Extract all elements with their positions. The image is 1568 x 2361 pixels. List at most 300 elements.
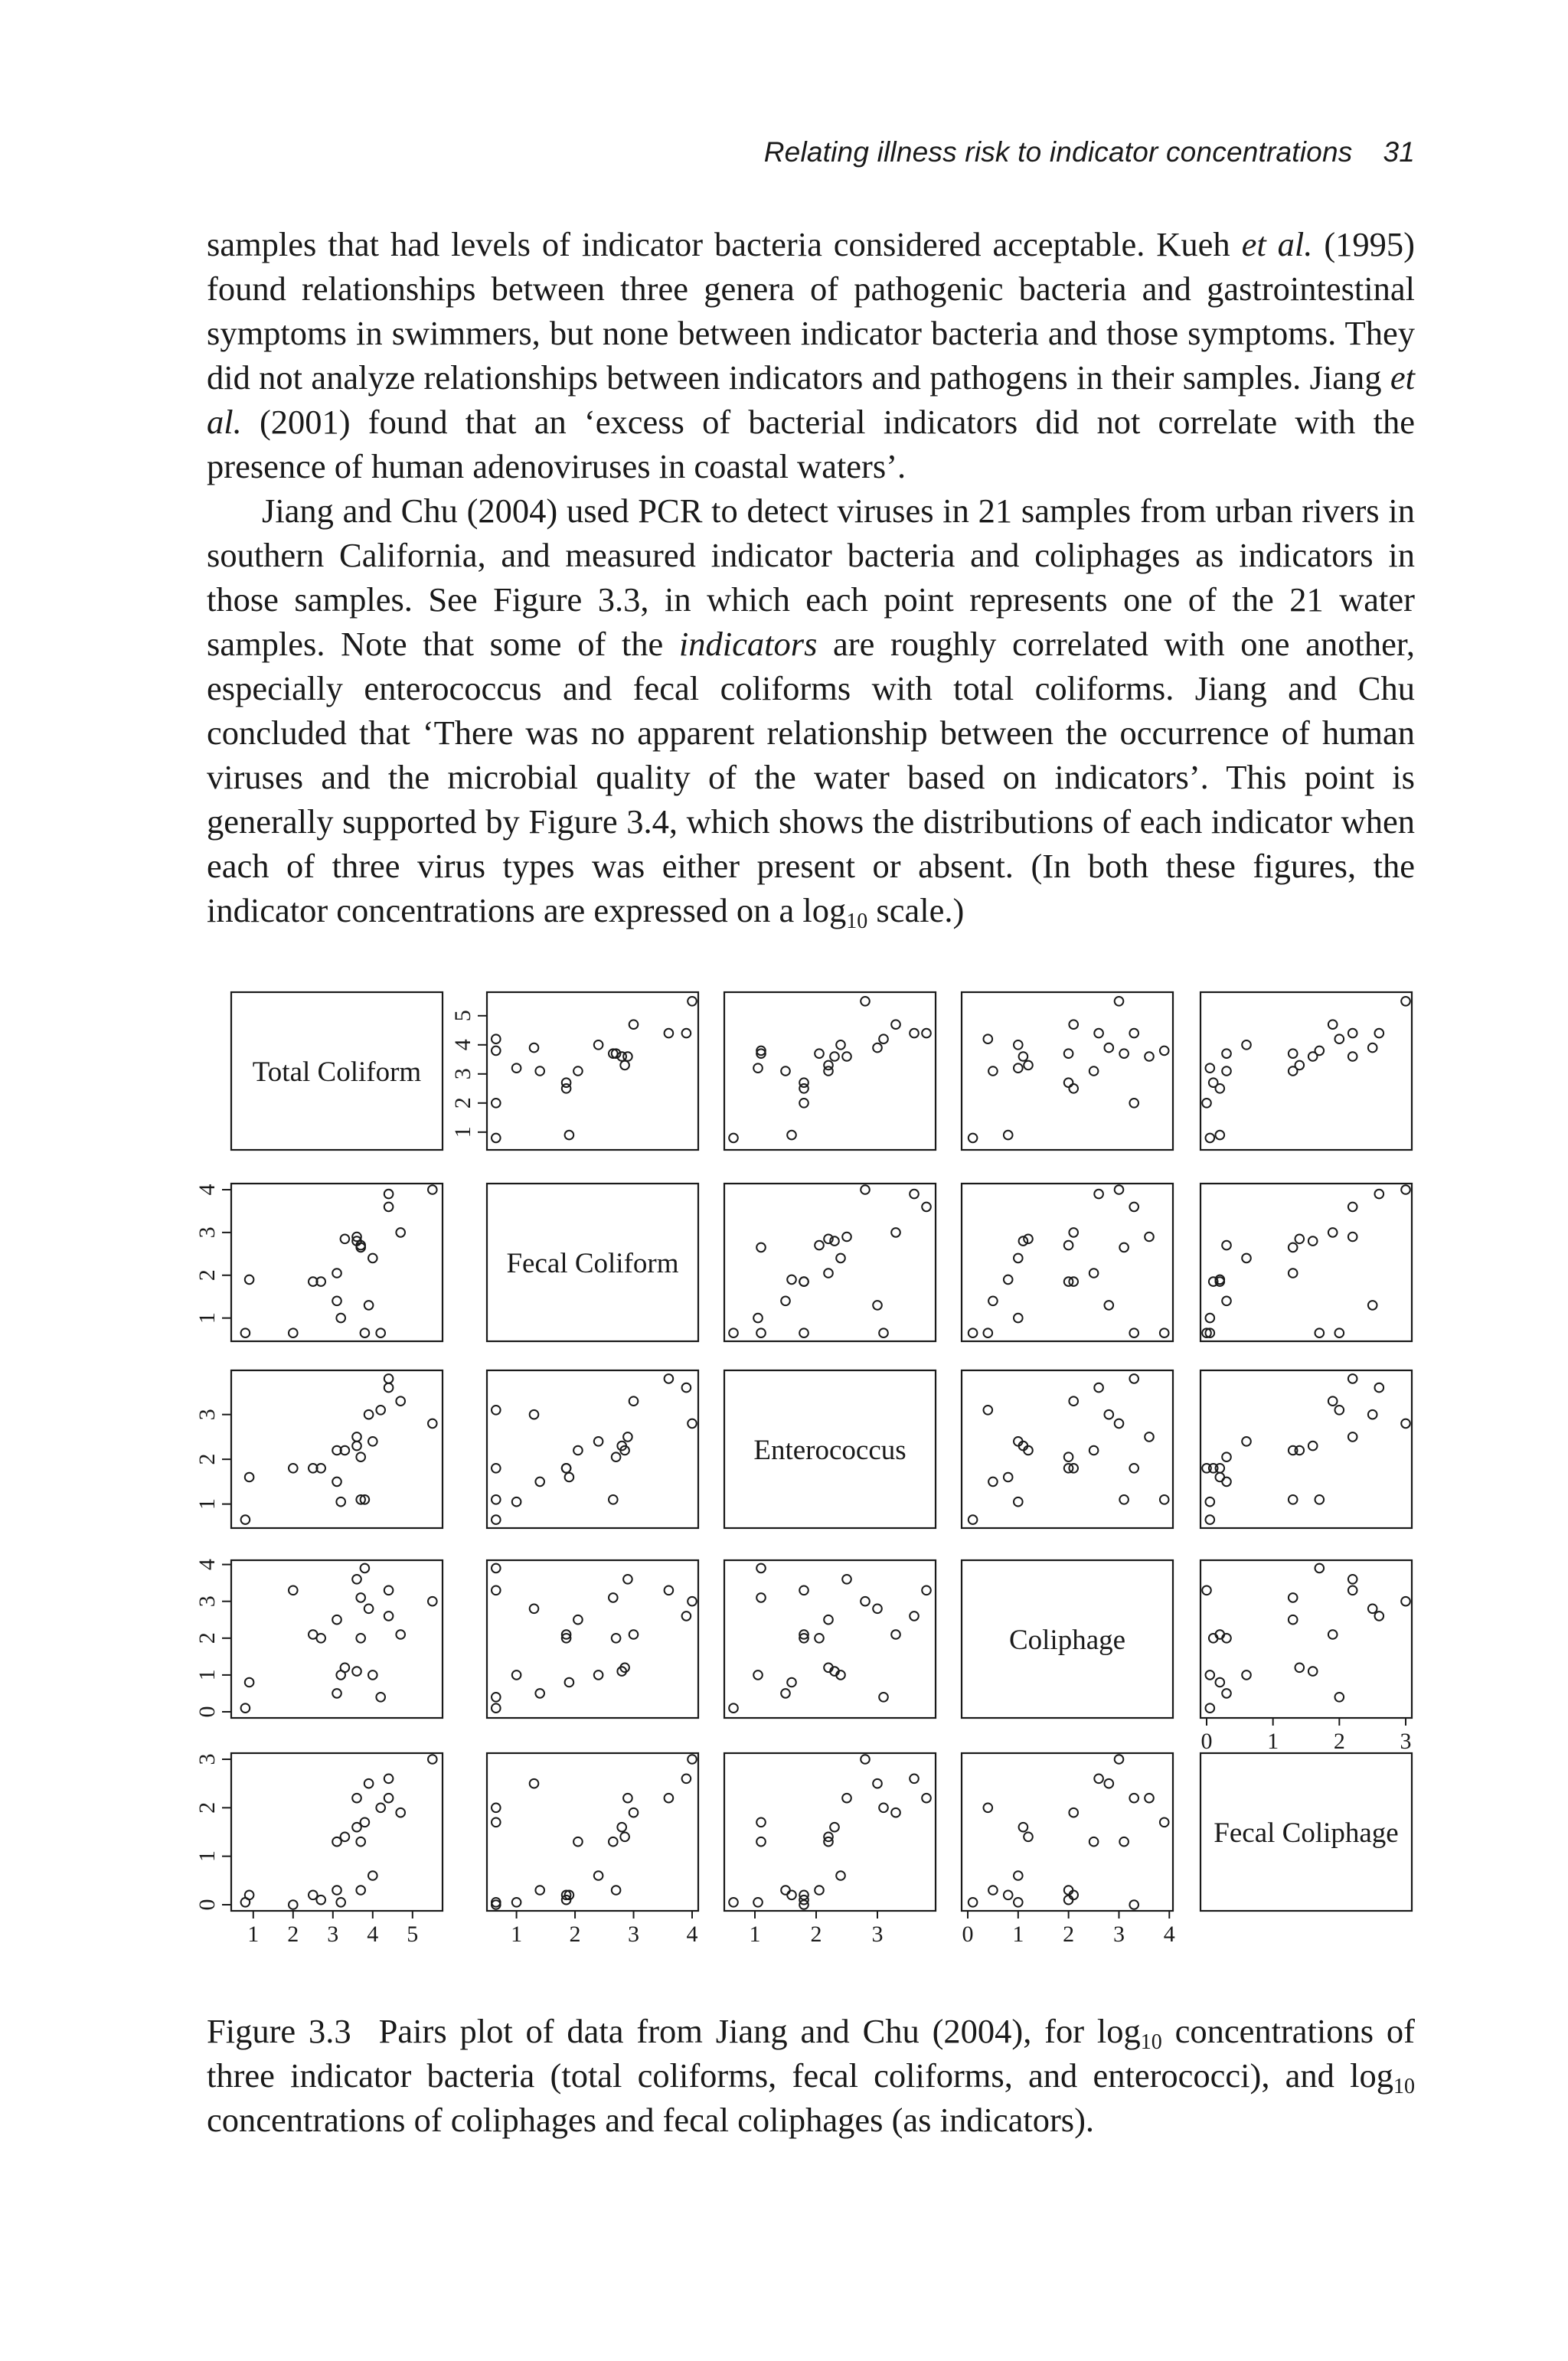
data-point-r0-c2-10 [830,1052,839,1061]
data-point-r0-c3-12 [1064,1049,1073,1058]
data-point-r4-c0-6 [332,1886,341,1895]
data-point-r1-c2-0 [729,1328,738,1337]
data-point-r1-c0-6 [332,1297,341,1306]
data-point-r1-c4-16 [1348,1203,1357,1212]
data-point-r0-c3-14 [1014,1040,1023,1050]
x-tick-label-c0-1: 1 [247,1922,260,1947]
data-point-r3-c2-1 [787,1678,796,1687]
data-point-r2-c4-14 [1242,1437,1251,1446]
data-point-r1-c0-14 [368,1254,377,1263]
y-tick-label-r2-3: 3 [194,1409,220,1421]
data-point-r0-c2-0 [729,1134,738,1143]
data-point-r1-c4-15 [1375,1190,1384,1199]
data-point-r0-c3-11 [1119,1049,1129,1058]
data-point-r2-c1-5 [573,1446,583,1455]
data-point-r0-c3-8 [1024,1061,1033,1070]
data-point-r1-c2-6 [781,1297,790,1306]
panel-frame-r3-c0 [231,1560,443,1718]
variable-label-coliphage: Coliphage [1008,1625,1126,1656]
data-point-r3-c4-19 [1335,1693,1344,1702]
data-point-r3-c0-5 [332,1615,341,1625]
data-point-r2-c0-17 [396,1396,405,1406]
y-tick-label-r4-1: 1 [194,1850,220,1863]
data-point-r0-c1-16 [665,1029,674,1038]
data-point-r3-c4-16 [1348,1586,1357,1595]
data-point-r2-c1-1 [565,1473,574,1482]
data-point-r2-c0-18 [428,1419,437,1429]
data-point-r0-c2-1 [787,1131,796,1140]
data-point-r0-c1-19 [492,1034,501,1043]
data-point-r2-c3-13 [1160,1495,1169,1504]
data-point-r2-c0-16 [384,1374,394,1383]
panel-frame-r3-c4 [1200,1560,1412,1718]
x-tick-label-c3-2: 2 [1063,1922,1075,1947]
data-point-r2-c0-6 [332,1478,341,1487]
data-point-r2-c3-20 [1105,1410,1114,1419]
data-point-r4-c1-5 [573,1837,583,1847]
data-point-r1-c0-2 [289,1328,298,1337]
data-point-r2-c1-0 [492,1515,501,1524]
data-point-r4-c3-8 [1024,1833,1033,1842]
data-point-r0-c2-9 [842,1052,851,1061]
data-point-r0-c2-16 [922,1029,931,1038]
data-point-r3-c2-19 [879,1693,888,1702]
data-point-r0-c3-15 [1094,1029,1103,1038]
panel-frame-r1-c4 [1200,1184,1412,1341]
data-point-r0-c1-17 [629,1020,639,1029]
caption-subscript-1: 10 [1140,2030,1162,2054]
data-point-r0-c2-17 [891,1020,900,1029]
data-point-r3-c4-13 [1315,1564,1325,1573]
data-point-r2-c1-9 [623,1432,632,1442]
data-point-r4-c3-16 [1129,1794,1138,1803]
data-point-r3-c1-14 [594,1670,603,1680]
data-point-r1-c0-0 [241,1328,250,1337]
data-point-r4-c0-4 [316,1896,325,1905]
data-point-r0-c4-20 [1368,1043,1377,1053]
data-point-r0-c3-9 [1145,1052,1154,1061]
data-point-r4-c3-18 [1115,1755,1124,1764]
y-tick-label-r2-2: 2 [194,1453,220,1465]
data-point-r4-c3-20 [1105,1779,1114,1788]
data-point-r3-c4-7 [1206,1670,1215,1680]
data-point-r1-c2-9 [842,1233,851,1242]
data-point-r4-c2-6 [781,1886,790,1895]
x-tick-label-c0-5: 5 [407,1922,419,1947]
data-point-r3-c1-0 [492,1703,501,1713]
y-tick-label-r3-4: 4 [194,1559,220,1571]
data-point-r4-c2-17 [891,1808,900,1817]
data-point-r4-c3-15 [1094,1775,1103,1784]
data-point-r2-c3-9 [1145,1432,1154,1442]
data-point-r0-c1-8 [620,1061,629,1070]
x-tick-label-c2-1: 1 [749,1922,761,1947]
data-point-r2-c0-9 [352,1432,361,1442]
paragraph-1 [207,222,1415,488]
data-point-r3-c2-6 [781,1689,790,1698]
data-point-r2-c3-18 [1115,1419,1124,1429]
data-point-r3-c1-9 [623,1575,632,1584]
data-point-r3-c2-13 [756,1564,766,1573]
data-point-r1-c3-6 [988,1297,998,1306]
data-point-r4-c1-11 [609,1837,618,1847]
data-point-r1-c2-2 [799,1328,808,1337]
data-point-r3-c1-11 [609,1593,618,1602]
data-point-r2-c3-6 [988,1478,998,1487]
data-point-r3-c2-9 [842,1575,851,1584]
data-point-r3-c2-2 [799,1586,808,1595]
x-tick-label-c0-2: 2 [287,1922,299,1947]
data-point-r4-c1-8 [620,1833,629,1842]
data-point-r4-c3-7 [1014,1898,1023,1907]
x-tick-label-c3-0: 0 [962,1922,974,1947]
data-point-r0-c3-13 [1160,1047,1169,1056]
data-point-r4-c3-4 [1064,1896,1073,1905]
data-point-r3-c1-19 [492,1693,501,1702]
data-point-r1-c3-20 [1105,1301,1114,1310]
x-tick-label-c0-4: 4 [367,1922,379,1947]
data-point-r2-c4-9 [1348,1432,1357,1442]
data-point-r4-c1-9 [623,1794,632,1803]
data-point-r0-c3-3 [1069,1084,1078,1093]
data-point-r4-c3-1 [1004,1891,1013,1900]
data-point-r2-c1-6 [535,1478,544,1487]
data-point-r4-c1-18 [688,1755,697,1764]
x-tick-label-c1-3: 3 [628,1922,640,1947]
data-point-r0-c4-11 [1289,1049,1298,1058]
data-point-r0-c3-19 [984,1034,993,1043]
paragraph-2-italic-1: indicators [678,625,818,663]
data-point-r3-c0-11 [356,1593,365,1602]
data-point-r0-c4-14 [1242,1040,1251,1050]
data-point-r2-c1-19 [492,1406,501,1415]
data-point-r3-c0-15 [384,1612,394,1621]
caption-text-1: Pairs plot of data from Jiang and Chu (2004), for log [378,2012,1141,2050]
data-point-r0-c1-13 [492,1047,501,1056]
page-number: 31 [1383,136,1415,168]
data-point-r1-c4-20 [1368,1301,1377,1310]
data-point-r0-c4-15 [1375,1029,1384,1038]
data-point-r3-c1-12 [612,1634,621,1643]
data-point-r0-c1-18 [688,997,697,1006]
data-point-r0-c3-18 [1115,997,1124,1006]
paragraph-1-text-3: (2001) found that an ‘excess of bacterial indicators did not correlate with the presence of human adenoviruses in coastal waters’. [207,403,1415,485]
figure-caption [207,2009,1415,2142]
data-point-r3-c4-9 [1348,1575,1357,1584]
data-point-r2-c4-15 [1375,1383,1384,1393]
data-point-r3-c4-14 [1242,1670,1251,1680]
data-point-r1-c3-2 [1129,1328,1138,1337]
data-point-r2-c3-11 [1119,1495,1129,1504]
data-point-r2-c3-2 [1129,1464,1138,1473]
data-point-r0-c4-2 [1202,1099,1211,1108]
data-point-r0-c2-6 [781,1066,790,1076]
panel-frame-r4-c0 [231,1753,443,1911]
x-tick-label-c2-2: 2 [810,1922,822,1947]
data-point-r2-c1-4 [562,1464,571,1473]
y-tick-label-r4-3: 3 [194,1753,220,1765]
data-point-r4-c2-1 [787,1891,796,1900]
data-point-r1-c3-7 [1014,1314,1023,1323]
data-point-r3-c1-15 [682,1612,691,1621]
data-point-r4-c3-13 [1160,1818,1169,1827]
data-point-r0-c1-15 [682,1029,691,1038]
panel-frame-r0-c1 [487,992,698,1150]
caption-subscript-2: 10 [1393,2075,1415,2098]
data-point-r1-c0-17 [396,1228,405,1237]
data-point-r1-c4-10 [1308,1236,1318,1246]
panel-frame-r0-c4 [1200,992,1412,1150]
data-point-r1-c3-9 [1145,1233,1154,1242]
data-point-r4-c0-19 [376,1804,385,1813]
data-point-r2-c1-2 [492,1464,501,1473]
data-point-r3-c1-5 [573,1615,583,1625]
data-point-r0-c4-8 [1295,1061,1305,1070]
data-point-r4-c0-8 [341,1833,350,1842]
data-point-r3-c2-17 [891,1630,900,1639]
data-point-r0-c1-20 [530,1043,539,1053]
y-tick-label-r0-4: 4 [450,1039,475,1051]
data-point-r4-c2-18 [861,1755,870,1764]
data-point-r3-c1-17 [629,1630,639,1639]
y-tick-label-r2-1: 1 [194,1498,220,1510]
y-tick-label-r1-3: 3 [194,1226,220,1239]
panel-frame-r3-c1 [487,1560,698,1718]
data-point-r3-c0-10 [352,1667,361,1676]
data-point-r2-c4-20 [1368,1410,1377,1419]
data-point-r0-c3-17 [1069,1020,1078,1029]
x-tick-label-c1-4: 4 [686,1922,698,1947]
data-point-r4-c2-10 [830,1823,839,1832]
data-point-r0-c4-7 [1206,1063,1215,1073]
y-tick-label-r3-3: 3 [194,1595,220,1608]
data-point-r1-c2-18 [861,1185,870,1194]
data-point-r1-c4-17 [1328,1228,1338,1237]
data-point-r3-c0-13 [361,1564,370,1573]
data-point-r1-c3-5 [1089,1269,1099,1278]
data-point-r4-c2-7 [753,1898,763,1907]
x-tick-label-c3-3: 3 [1112,1922,1125,1947]
data-point-r0-c2-8 [824,1061,833,1070]
data-point-r2-c4-11 [1289,1495,1298,1504]
data-point-r3-c2-18 [861,1597,870,1606]
y-tick-label-r4-2: 2 [194,1801,220,1814]
data-point-r3-c4-1 [1216,1678,1225,1687]
data-point-r1-c0-13 [361,1328,370,1337]
data-point-r0-c3-7 [1014,1063,1023,1073]
data-point-r4-c0-7 [336,1898,345,1907]
data-point-r4-c2-19 [879,1804,888,1813]
data-point-r4-c2-16 [922,1794,931,1803]
data-point-r1-c3-0 [969,1328,978,1337]
data-point-r2-c1-7 [512,1497,521,1507]
panel-frame-r0-c2 [724,992,936,1150]
data-point-r2-c4-6 [1222,1478,1231,1487]
data-point-r1-c4-8 [1295,1235,1305,1244]
data-point-r3-c0-18 [428,1597,437,1606]
paragraph-1-text-1: samples that had levels of indicator bacteria considered acceptable. Kueh [207,225,1242,263]
data-point-r4-c0-15 [384,1775,394,1784]
data-point-r3-c4-8 [1295,1664,1305,1673]
data-point-r2-c0-20 [364,1410,374,1419]
data-point-r1-c0-7 [336,1314,345,1323]
data-point-r3-c2-7 [753,1670,763,1680]
caption-text-2: concentrations of three indicator bacteria (total coliforms, fecal coliforms, and enterococci), and log [207,2012,1415,2095]
data-point-r4-c1-19 [492,1804,501,1813]
data-point-r3-c0-4 [316,1634,325,1643]
data-point-r4-c1-10 [617,1823,626,1832]
data-point-r3-c0-16 [384,1586,394,1595]
paragraph-2-text-1: Jiang and Chu (2004) used PCR to detect viruses in 21 samples from urban rivers in southern California, and measured indicator bacteria and coliphages as indicators in those samples. See Figure 3.3, in which each point represents one of the 21 water samples. Note that some of the [207,491,1415,663]
data-point-r1-c4-18 [1401,1185,1410,1194]
data-point-r1-c3-12 [1064,1241,1073,1250]
data-point-r0-c3-10 [1019,1052,1028,1061]
data-point-r3-c4-20 [1368,1605,1377,1614]
data-point-r1-c2-4 [799,1277,808,1286]
data-point-r1-c3-11 [1119,1243,1129,1252]
x-tick-label-c4-0: 0 [1200,1729,1213,1754]
data-point-r1-c2-12 [815,1241,824,1250]
y-tick-label-r0-2: 2 [450,1097,475,1109]
data-point-r1-c4-11 [1289,1243,1298,1252]
data-point-r0-c4-16 [1348,1029,1357,1038]
data-point-r0-c2-14 [836,1040,845,1050]
data-point-r3-c0-9 [352,1575,361,1584]
data-point-r0-c4-13 [1315,1047,1325,1056]
data-point-r3-c4-0 [1206,1703,1215,1713]
data-point-r1-c4-6 [1222,1297,1231,1306]
x-tick-label-c1-1: 1 [511,1922,523,1947]
data-point-r2-c1-11 [609,1495,618,1504]
data-point-r0-c2-18 [861,997,870,1006]
data-point-r1-c3-16 [1129,1203,1138,1212]
data-point-r4-c3-6 [988,1886,998,1895]
data-point-r2-c3-19 [984,1406,993,1415]
data-point-r2-c0-10 [352,1442,361,1451]
data-point-r3-c0-14 [368,1670,377,1680]
data-point-r4-c3-10 [1019,1823,1028,1832]
data-point-r1-c2-20 [873,1301,882,1310]
data-point-r1-c4-9 [1348,1233,1357,1242]
data-point-r2-c4-12 [1222,1452,1231,1461]
data-point-r3-c4-18 [1401,1597,1410,1606]
panel-frame-r1-c2 [724,1184,936,1341]
data-point-r4-c1-15 [682,1775,691,1784]
data-point-r2-c3-7 [1014,1497,1023,1507]
data-point-r1-c2-19 [879,1328,888,1337]
data-point-r0-c3-6 [988,1066,998,1076]
running-head-title: Relating illness risk to indicator concentrations [763,136,1353,168]
data-point-r4-c2-20 [873,1779,882,1788]
data-point-r3-c0-17 [396,1630,405,1639]
data-point-r1-c0-8 [341,1235,350,1244]
data-point-r3-c4-17 [1328,1630,1338,1639]
data-point-r4-c3-5 [1089,1837,1099,1847]
data-point-r0-c2-2 [799,1099,808,1108]
data-point-r3-c2-16 [922,1586,931,1595]
paragraph-1-italic-2: et al. [207,358,1415,441]
data-point-r0-c4-6 [1222,1066,1231,1076]
paragraph-1-italic-1: et al. [1241,225,1313,263]
data-point-r2-c1-18 [688,1419,697,1429]
y-tick-label-r3-1: 1 [194,1669,220,1681]
data-point-r1-c2-14 [836,1254,845,1263]
data-point-r2-c1-13 [492,1495,501,1504]
data-point-r4-c1-14 [594,1871,603,1880]
data-point-r3-c4-5 [1289,1615,1298,1625]
data-point-r2-c4-17 [1328,1396,1338,1406]
data-point-r0-c1-2 [492,1099,501,1108]
data-point-r0-c1-7 [512,1063,521,1073]
data-point-r1-c2-15 [910,1190,919,1199]
data-point-r0-c1-6 [535,1066,544,1076]
running-head [205,136,1415,168]
data-point-r0-c3-20 [1105,1043,1114,1053]
data-point-r1-c2-5 [824,1269,833,1278]
data-point-r1-c0-20 [364,1301,374,1310]
data-point-r1-c2-17 [891,1228,900,1237]
data-point-r4-c0-11 [356,1837,365,1847]
data-point-r0-c3-5 [1089,1066,1099,1076]
paragraph-2-text-3: scale.) [867,891,965,929]
data-point-r2-c3-1 [1004,1473,1013,1482]
data-point-r1-c4-7 [1206,1314,1215,1323]
data-point-r2-c0-15 [384,1383,394,1393]
data-point-r4-c2-14 [836,1871,845,1880]
data-point-r2-c1-12 [612,1452,621,1461]
data-point-r2-c0-1 [245,1473,254,1482]
data-point-r4-c0-18 [428,1755,437,1764]
data-point-r0-c1-4 [562,1078,571,1087]
y-tick-label-r1-1: 1 [194,1312,220,1324]
data-point-r3-c0-6 [332,1689,341,1698]
data-point-r4-c1-7 [512,1898,521,1907]
data-point-r0-c1-0 [492,1134,501,1143]
data-point-r0-c3-16 [1129,1029,1138,1038]
data-point-r0-c4-1 [1216,1131,1225,1140]
data-point-r4-c1-20 [530,1779,539,1788]
variable-label-total-coliform: Total Coliform [252,1056,422,1088]
data-point-r2-c4-16 [1348,1374,1357,1383]
data-point-r3-c4-10 [1308,1667,1318,1676]
data-point-r2-c1-14 [594,1437,603,1446]
data-point-r2-c0-19 [376,1406,385,1415]
data-point-r3-c0-12 [356,1634,365,1643]
data-point-r1-c4-19 [1335,1328,1344,1337]
data-point-r1-c4-12 [1222,1241,1231,1250]
data-point-r4-c1-12 [612,1886,621,1895]
data-point-r4-c3-11 [1119,1837,1129,1847]
data-point-r0-c4-18 [1401,997,1410,1006]
data-point-r4-c0-1 [245,1891,254,1900]
data-point-r4-c3-9 [1145,1794,1154,1803]
paragraph-2 [207,488,1415,932]
panel-frame-r1-c3 [962,1184,1173,1341]
data-point-r0-c3-2 [1129,1099,1138,1108]
data-point-r0-c1-1 [565,1131,574,1140]
data-point-r0-c4-4 [1209,1078,1218,1087]
data-point-r1-c0-19 [376,1328,385,1337]
data-point-r2-c1-16 [665,1374,674,1383]
data-point-r1-c0-18 [428,1185,437,1194]
data-point-r4-c1-17 [629,1808,639,1817]
panel-frame-r4-c3 [962,1753,1173,1911]
data-point-r1-c2-13 [756,1328,766,1337]
data-point-r2-c4-18 [1401,1419,1410,1429]
data-point-r4-c1-6 [535,1886,544,1895]
data-point-r1-c4-5 [1289,1269,1298,1278]
y-tick-label-r1-2: 2 [194,1269,220,1282]
